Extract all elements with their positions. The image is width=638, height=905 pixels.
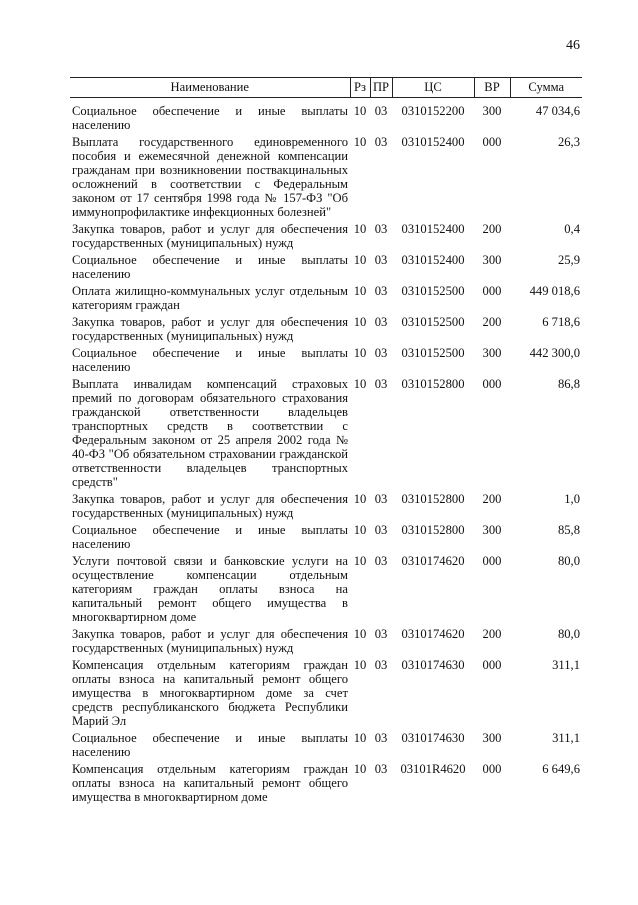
cell-name: Закупка товаров, работ и услуг для обеспечения государственных (муниципальных) нужд (72, 492, 348, 520)
page-number: 46 (566, 38, 580, 53)
cell-pr: 03 (374, 627, 388, 641)
table-body (70, 98, 582, 806)
cell-pr: 03 (374, 554, 388, 568)
cell-vr: 300 (482, 346, 502, 360)
cell-sum: 6 718,6 (542, 315, 580, 329)
column-header-pr: ПР (370, 78, 392, 98)
cell-pr: 03 (374, 135, 388, 149)
cell-sum: 80,0 (557, 627, 580, 641)
cell-pr: 03 (374, 104, 388, 118)
table-row (70, 313, 582, 344)
cell-rz: 10 (353, 346, 367, 360)
cell-cs: 0310152400 (401, 135, 465, 149)
cell-vr: 000 (482, 377, 502, 391)
cell-sum: 25,9 (557, 253, 580, 267)
cell-vr: 300 (482, 731, 502, 745)
cell-cs: 0310152800 (401, 377, 465, 391)
cell-rz: 10 (353, 523, 367, 537)
cell-rz: 10 (353, 315, 367, 329)
cell-pr: 03 (374, 315, 388, 329)
cell-rz: 10 (353, 554, 367, 568)
table-row (70, 760, 582, 805)
cell-rz: 10 (353, 762, 367, 776)
column-header-rz: Рз (350, 78, 370, 98)
cell-vr: 000 (482, 762, 502, 776)
table-row (70, 656, 582, 729)
table-row (70, 552, 582, 625)
cell-rz: 10 (353, 731, 367, 745)
cell-cs: 0310174620 (401, 554, 465, 568)
cell-vr: 000 (482, 284, 502, 298)
cell-cs: 0310152400 (401, 253, 465, 267)
table-row (70, 490, 582, 521)
table-row (70, 729, 582, 760)
cell-rz: 10 (353, 284, 367, 298)
table-row (70, 220, 582, 251)
cell-cs: 0310152500 (401, 315, 465, 329)
cell-rz: 10 (353, 658, 367, 672)
cell-name: Закупка товаров, работ и услуг для обеспечения государственных (муниципальных) нужд (72, 222, 348, 250)
cell-vr: 300 (482, 253, 502, 267)
column-header-name: Наименование (70, 78, 350, 98)
cell-pr: 03 (374, 492, 388, 506)
cell-name: Закупка товаров, работ и услуг для обеспечения государственных (муниципальных) нужд (72, 627, 348, 655)
cell-rz: 10 (353, 377, 367, 391)
cell-vr: 200 (482, 627, 502, 641)
cell-rz: 10 (353, 492, 367, 506)
table-row (70, 98, 582, 134)
table-row (70, 375, 582, 490)
cell-rz: 10 (353, 222, 367, 236)
cell-cs: 0310152500 (401, 284, 465, 298)
cell-cs: 0310152800 (401, 492, 465, 506)
table-row (70, 625, 582, 656)
cell-pr: 03 (374, 346, 388, 360)
column-header-sum: Сумма (510, 78, 582, 98)
cell-cs: 0310174630 (401, 731, 465, 745)
budget-table (70, 77, 582, 805)
cell-sum: 0,4 (564, 222, 580, 236)
cell-cs: 0310152200 (401, 104, 465, 118)
cell-pr: 03 (374, 523, 388, 537)
cell-sum: 449 018,6 (529, 284, 580, 298)
cell-sum: 6 649,6 (542, 762, 580, 776)
cell-name: Социальное обеспечение и иные выплаты населению (72, 523, 348, 551)
table-row (70, 282, 582, 313)
table-row (70, 344, 582, 375)
cell-pr: 03 (374, 253, 388, 267)
cell-sum: 80,0 (557, 554, 580, 568)
cell-cs: 0310152400 (401, 222, 465, 236)
cell-rz: 10 (353, 253, 367, 267)
cell-name: Оплата жилищно-коммунальных услуг отдельным категориям граждан (72, 284, 348, 312)
cell-sum: 311,1 (552, 658, 580, 672)
cell-name: Выплата государственного единовременного пособия и ежемесячной денежной компенсации гражданам при возникновении поствакцинальных осложнений в соответствии с Федеральным законом от 17 сентября 1998 года № 157-ФЗ "Об иммунопрофилактике инфекционных болезней" (72, 135, 348, 219)
cell-name: Социальное обеспечение и иные выплаты населению (72, 104, 348, 132)
cell-name: Социальное обеспечение и иные выплаты населению (72, 253, 348, 281)
cell-name: Услуги почтовой связи и банковские услуги на осуществление компенсации отдельным категориям граждан оплаты взноса на капитальный ремонт общего имущества в многоквартирном доме (72, 554, 348, 624)
cell-rz: 10 (353, 104, 367, 118)
cell-pr: 03 (374, 284, 388, 298)
cell-vr: 200 (482, 492, 502, 506)
cell-cs: 0310152800 (401, 523, 465, 537)
cell-pr: 03 (374, 377, 388, 391)
cell-pr: 03 (374, 658, 388, 672)
cell-pr: 03 (374, 762, 388, 776)
cell-pr: 03 (374, 731, 388, 745)
cell-rz: 10 (353, 627, 367, 641)
table-row (70, 133, 582, 220)
cell-pr: 03 (374, 222, 388, 236)
cell-vr: 300 (482, 104, 502, 118)
table-row (70, 251, 582, 282)
cell-vr: 000 (482, 658, 502, 672)
cell-name: Компенсация отдельным категориям граждан оплаты взноса на капитальный ремонт общего имущества в многоквартирном доме (72, 762, 348, 804)
table-row (70, 521, 582, 552)
cell-cs: 0310152500 (401, 346, 465, 360)
cell-vr: 300 (482, 523, 502, 537)
cell-sum: 47 034,6 (535, 104, 580, 118)
cell-sum: 86,8 (557, 377, 580, 391)
cell-sum: 85,8 (557, 523, 580, 537)
column-header-vr: ВР (474, 78, 510, 98)
cell-sum: 1,0 (564, 492, 580, 506)
cell-cs: 03101R4620 (400, 762, 466, 776)
cell-name: Компенсация отдельным категориям граждан оплаты взноса на капитальный ремонт общего имущества в многоквартирном доме за счет средств республиканского бюджета Республики Марий Эл (72, 658, 348, 728)
cell-name: Закупка товаров, работ и услуг для обеспечения государственных (муниципальных) нужд (72, 315, 348, 343)
cell-sum: 442 300,0 (529, 346, 580, 360)
cell-cs: 0310174620 (401, 627, 465, 641)
cell-vr: 200 (482, 315, 502, 329)
cell-cs: 0310174630 (401, 658, 465, 672)
cell-name: Социальное обеспечение и иные выплаты населению (72, 346, 348, 374)
cell-vr: 000 (482, 135, 502, 149)
cell-name: Выплата инвалидам компенсаций страховых премий по договорам обязательного страхования гражданской ответственности владельцев транспортных средств в соответствии с Федеральным законом от 25 апреля 2002 года № 40-ФЗ "Об обязательном страховании гражданской ответственности владельцев транспортных средств" (72, 377, 348, 489)
cell-sum: 26,3 (557, 135, 580, 149)
column-header-cs: ЦС (392, 78, 474, 98)
table-header-row (70, 78, 582, 98)
cell-rz: 10 (353, 135, 367, 149)
cell-sum: 311,1 (552, 731, 580, 745)
cell-vr: 200 (482, 222, 502, 236)
cell-name: Социальное обеспечение и иные выплаты населению (72, 731, 348, 759)
cell-vr: 000 (482, 554, 502, 568)
